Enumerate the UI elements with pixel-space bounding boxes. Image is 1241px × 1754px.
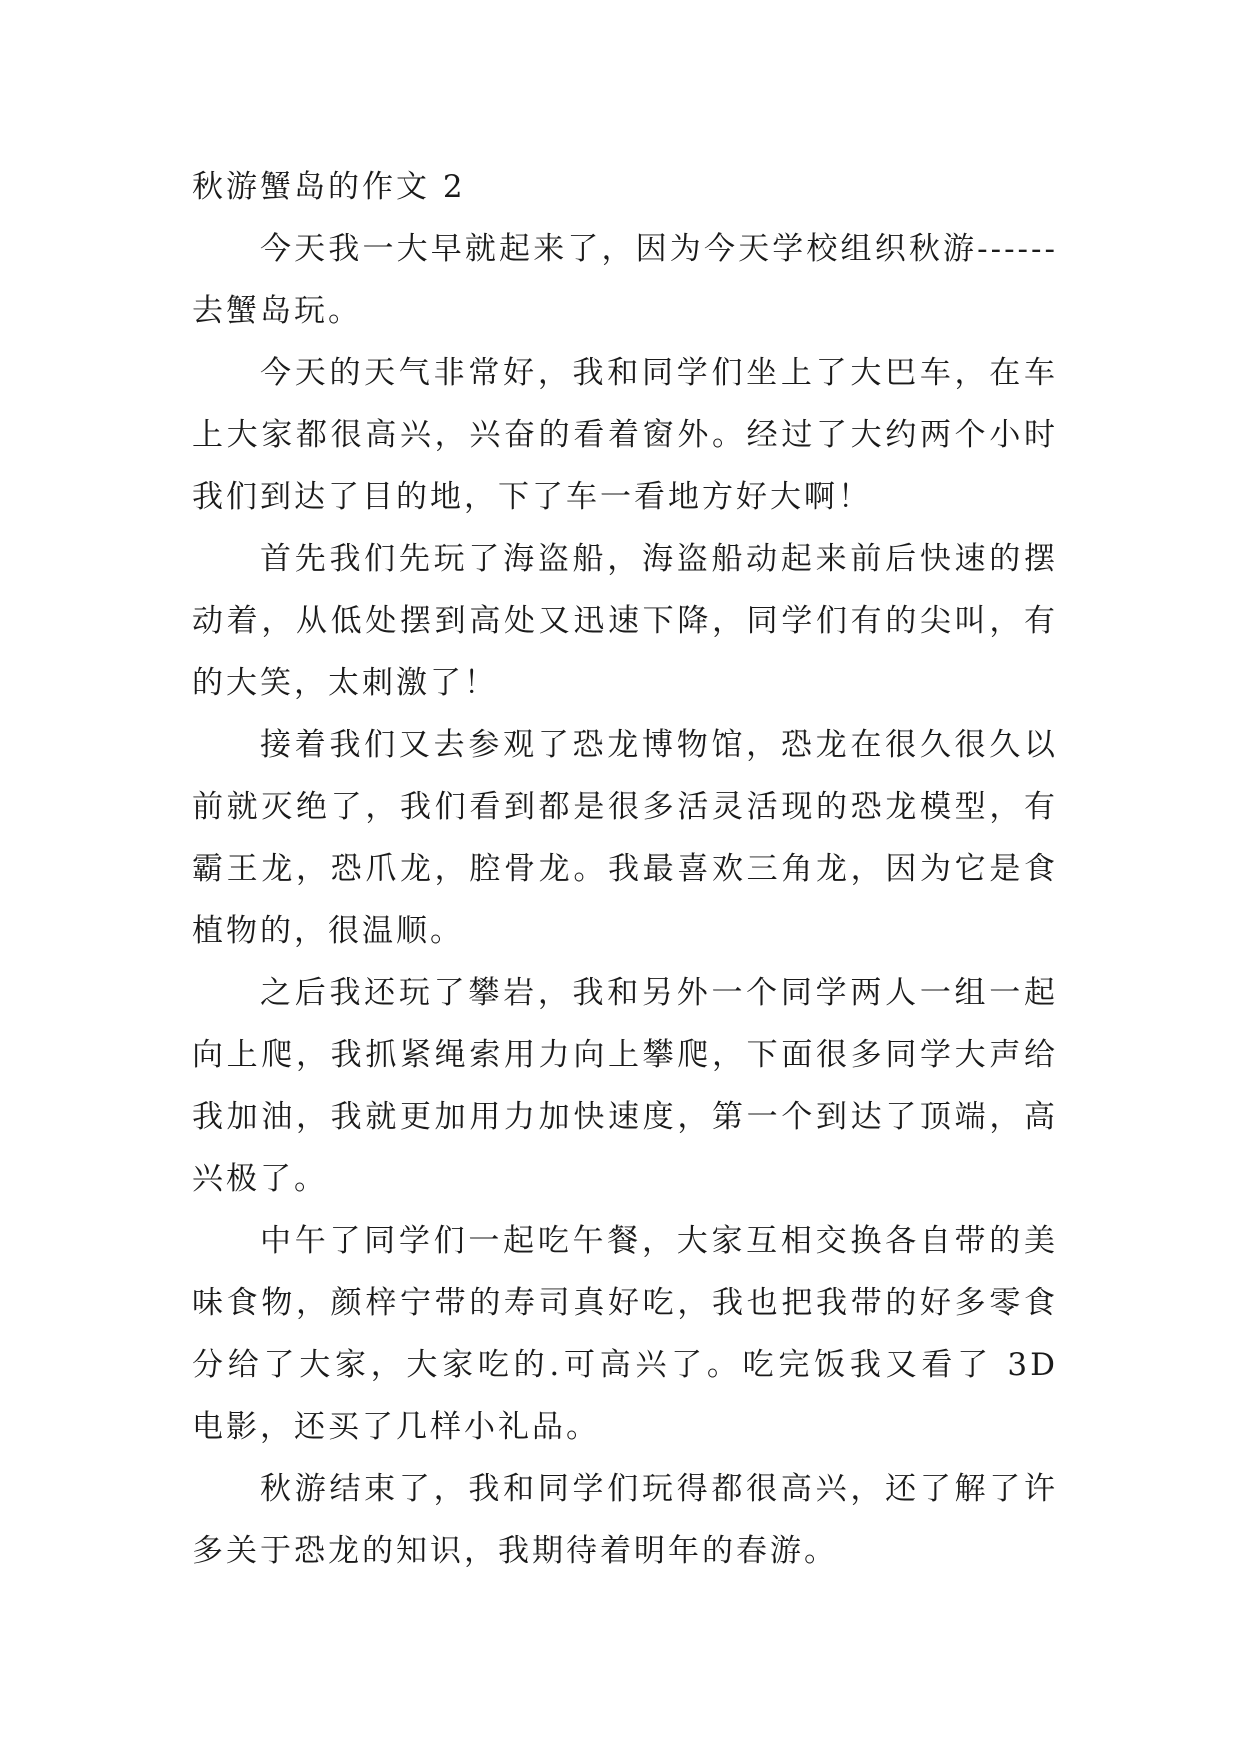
- paragraph-4: 接着我们又去参观了恐龙博物馆，恐龙在很久很久以前就灭绝了，我们看到都是很多活灵活现的恐龙模型，有霸王龙，恐爪龙，腔骨龙。我最喜欢三角龙，因为它是食植物的，很温顺。: [192, 727, 1058, 949]
- paragraph-5: 之后我还玩了攀岩，我和另外一个同学两人一组一起向上爬，我抓紧绳索用力向上攀爬，下面很多同学大声给我加油，我就更加用力加快速度，第一个到达了顶端，高兴极了。: [192, 975, 1058, 1197]
- document-title: 秋游蟹岛的作文 2: [192, 169, 466, 205]
- document-body: [192, 156, 1058, 1582]
- paragraph-7: 秋游结束了，我和同学们玩得都很高兴，还了解了许多关于恐龙的知识，我期待着明年的春游。: [192, 1471, 1058, 1569]
- paragraph-3: 首先我们先玩了海盗船，海盗船动起来前后快速的摆动着，从低处摆到高处又迅速下降，同学们有的尖叫，有的大笑，太刺激了！: [192, 541, 1058, 701]
- paragraph-6: 中午了同学们一起吃午餐，大家互相交换各自带的美味食物，颜梓宁带的寿司真好吃，我也把我带的好多零食分给了大家，大家吃的.可高兴了。吃完饭我又看了 3D 电影，还买了几样小礼品。: [192, 1223, 1058, 1445]
- paragraph-1: 今天我一大早就起来了，因为今天学校组织秋游------去蟹岛玩。: [192, 231, 1058, 329]
- paragraph-2: 今天的天气非常好，我和同学们坐上了大巴车，在车上大家都很高兴，兴奋的看着窗外。经过了大约两个小时我们到达了目的地，下了车一看地方好大啊！: [192, 355, 1058, 515]
